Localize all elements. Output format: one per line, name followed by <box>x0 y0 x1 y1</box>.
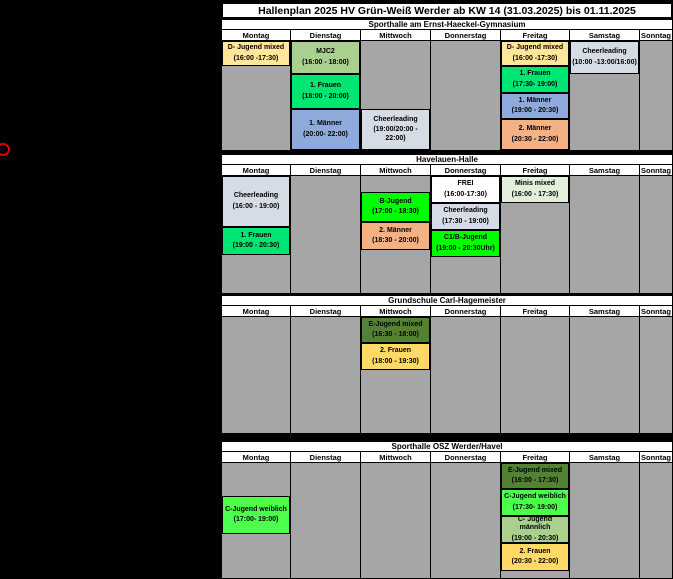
event-time-label: (18:30 - 20:00) <box>372 237 419 244</box>
event-team-label: 1. Männer <box>309 120 342 128</box>
event-time-label: (18:00 - 20:00) <box>302 92 349 100</box>
day-header-mittwoch: Mittwoch <box>361 165 431 175</box>
event-team-label: 2. Männer <box>518 125 552 133</box>
day-column-dienstag <box>291 317 361 433</box>
event-team-label: E-Jugend mixed <box>368 320 423 328</box>
day-column-freitag <box>501 41 570 150</box>
day-column-dienstag <box>291 463 361 578</box>
day-column-sonntag <box>640 317 672 433</box>
event-time-label: (20:30 - 22:00) <box>511 558 559 565</box>
event-time-label: (16:00 -17:30) <box>233 54 279 62</box>
event-time-label: (17:30 - 19:00) <box>442 217 489 225</box>
event-time-label: (17:30- 19:00) <box>512 503 558 511</box>
day-column-sonntag <box>640 463 672 578</box>
schedule-event <box>501 93 569 119</box>
event-time-label: (17:00- 19:00) <box>233 516 279 523</box>
day-column-freitag <box>501 176 570 293</box>
schedule-event <box>501 489 569 516</box>
event-team-label: 2. Frauen <box>519 547 551 555</box>
event-team-label: C1/B-Jugend <box>443 234 488 242</box>
event-time-label: (19:00 - 20:30) <box>511 107 559 114</box>
event-team-label: 1. Frauen <box>240 231 272 239</box>
day-header-dienstag: Dienstag <box>291 30 361 40</box>
day-column-samstag <box>570 317 640 433</box>
day-header-mittwoch: Mittwoch <box>361 452 431 462</box>
red-annotation-mark <box>0 143 10 156</box>
day-header-samstag: Samstag <box>570 30 640 40</box>
event-team-label: FREI <box>457 180 474 188</box>
day-header-sonntag: Sonntag <box>641 452 671 462</box>
schedule-grid <box>222 176 672 293</box>
day-column-dienstag <box>291 41 361 150</box>
day-column-donnerstag <box>431 317 501 433</box>
schedule-event <box>570 41 639 74</box>
day-header-samstag: Samstag <box>570 306 640 316</box>
day-header-dienstag: Dienstag <box>291 306 361 316</box>
day-column-montag <box>222 317 291 433</box>
day-column-donnerstag <box>431 463 501 578</box>
day-header-montag: Montag <box>222 30 291 40</box>
schedule-board <box>221 0 673 579</box>
event-team-label: Cheerleading <box>582 48 627 56</box>
event-time-label: (19:00 - 20:30) <box>232 242 280 249</box>
event-team-label: B-Jugend <box>379 197 412 205</box>
day-header-dienstag: Dienstag <box>291 165 361 175</box>
event-time-label: (16:00-17:30) <box>444 190 487 198</box>
day-header-freitag: Freitag <box>501 165 570 175</box>
schedule-event <box>291 109 360 150</box>
day-column-sonntag <box>640 41 672 150</box>
page-title: Hallenplan 2025 HV Grün-Weiß Werder ab KW 14 (31.03.2025) bis 01.11.2025 <box>221 2 673 19</box>
event-time-label: (19:00 - 20:30Uhr) <box>436 244 495 252</box>
event-team-label: Minis mixed <box>514 180 556 188</box>
hall-title: Grundschule Carl-Hagemeister <box>222 296 672 306</box>
schedule-event <box>501 66 569 93</box>
schedule-event <box>431 203 500 230</box>
event-time-label: (16:00 -17:30) <box>512 54 558 62</box>
day-column-samstag <box>570 463 640 578</box>
day-header-donnerstag: Donnerstag <box>431 306 501 316</box>
event-team-label: 2. Frauen <box>379 347 412 355</box>
event-time-label: (20:00- 22:00) <box>303 130 348 138</box>
hall-section <box>221 19 673 151</box>
schedule-event <box>361 317 430 343</box>
day-column-samstag <box>570 176 640 293</box>
schedule-event <box>431 176 500 203</box>
day-header-row <box>222 452 672 463</box>
day-header-mittwoch: Mittwoch <box>361 30 431 40</box>
day-column-donnerstag <box>431 41 501 150</box>
event-time-label: (20:30 - 22:00) <box>511 135 559 143</box>
event-team-label: 1. Frauen <box>519 70 551 78</box>
day-column-mittwoch <box>361 41 431 150</box>
event-time-label: (16:00 - 19:00) <box>232 202 280 210</box>
schedule-event <box>501 176 569 203</box>
schedule-grid <box>222 463 672 578</box>
event-team-label: C-Jugend weiblich <box>225 505 287 513</box>
schedule-grid <box>222 41 672 150</box>
event-team-label: D- Jugend mixed <box>227 44 285 52</box>
day-column-samstag <box>570 41 640 150</box>
event-team-label: C-Jugend weiblich <box>504 493 566 501</box>
day-header-donnerstag: Donnerstag <box>431 30 501 40</box>
schedule-event <box>501 463 569 489</box>
event-team-label: 1. Frauen <box>309 82 342 90</box>
event-time-label: (19:00/20:00 - 22:00) <box>373 126 418 142</box>
day-column-sonntag <box>640 176 672 293</box>
event-time-label: (16:30 - 18:00) <box>372 331 419 338</box>
day-header-row <box>222 306 672 317</box>
hall-section <box>221 295 673 434</box>
hall-title: Sporthalle OSZ Werder/Havel <box>222 442 672 452</box>
hall-section <box>221 441 673 579</box>
day-header-mittwoch: Mittwoch <box>361 306 431 316</box>
day-column-montag <box>222 41 291 150</box>
day-header-donnerstag: Donnerstag <box>431 165 501 175</box>
event-time-label: (17:00 - 18:30) <box>372 208 419 215</box>
day-header-row <box>222 30 672 41</box>
day-header-sonntag: Sonntag <box>641 306 671 316</box>
day-header-samstag: Samstag <box>570 452 640 462</box>
day-header-row <box>222 165 672 176</box>
schedule-event <box>291 74 360 109</box>
schedule-event <box>501 543 569 571</box>
event-team-label: MJC2 <box>316 48 335 56</box>
schedule-event <box>361 109 430 150</box>
event-time-label: (19:00 - 20:30) <box>511 534 559 542</box>
day-column-mittwoch <box>361 176 431 293</box>
day-header-montag: Montag <box>222 452 291 462</box>
day-column-montag <box>222 463 291 578</box>
event-team-label: 2. Männer <box>379 226 412 234</box>
schedule-event <box>361 222 430 250</box>
day-column-montag <box>222 176 291 293</box>
event-time-label: (16:00 - 17:30) <box>511 477 559 484</box>
schedule-event <box>222 176 290 227</box>
schedule-event <box>431 230 500 257</box>
day-header-sonntag: Sonntag <box>641 165 671 175</box>
event-time-label: (16:00 - 17:30) <box>511 190 559 198</box>
schedule-event <box>291 41 360 74</box>
day-column-donnerstag <box>431 176 501 293</box>
day-column-freitag <box>501 463 570 578</box>
day-header-donnerstag: Donnerstag <box>431 452 501 462</box>
day-header-freitag: Freitag <box>501 30 570 40</box>
day-column-mittwoch <box>361 317 431 433</box>
event-time-label: (18:00 - 19:30) <box>372 357 419 365</box>
hall-title: Sporthalle am Ernst-Haeckel-Gymnasium <box>222 20 672 30</box>
event-time-label: (10:00 -13:00/16:00) <box>572 58 637 66</box>
day-column-dienstag <box>291 176 361 293</box>
day-column-freitag <box>501 317 570 433</box>
day-column-mittwoch <box>361 463 431 578</box>
event-time-label: (16:00 - 18:00) <box>302 58 349 66</box>
event-team-label: C- Jugend männlich <box>517 516 553 532</box>
event-team-label: Cheerleading <box>373 116 418 124</box>
schedule-grid <box>222 317 672 433</box>
schedule-event <box>501 119 569 150</box>
hall-title: Havelauen-Halle <box>222 155 672 165</box>
day-header-dienstag: Dienstag <box>291 452 361 462</box>
schedule-event <box>501 41 569 66</box>
day-header-freitag: Freitag <box>501 306 570 316</box>
schedule-event <box>222 496 290 534</box>
schedule-event <box>501 516 569 543</box>
event-team-label: D- Jugend mixed <box>506 44 564 52</box>
event-team-label: E-Jugend mixed <box>507 466 563 474</box>
day-header-samstag: Samstag <box>570 165 640 175</box>
day-header-freitag: Freitag <box>501 452 570 462</box>
event-team-label: Cheerleading <box>233 192 279 200</box>
schedule-event <box>361 343 430 370</box>
event-team-label: 1. Männer <box>518 96 552 104</box>
event-team-label: Cheerleading <box>443 207 488 215</box>
schedule-event <box>361 192 430 222</box>
day-header-montag: Montag <box>222 306 291 316</box>
schedule-event <box>222 41 290 66</box>
event-time-label: (17:30- 19:00) <box>512 80 558 88</box>
schedule-event <box>222 227 290 255</box>
day-header-montag: Montag <box>222 165 291 175</box>
hall-section <box>221 154 673 294</box>
day-header-sonntag: Sonntag <box>641 30 671 40</box>
